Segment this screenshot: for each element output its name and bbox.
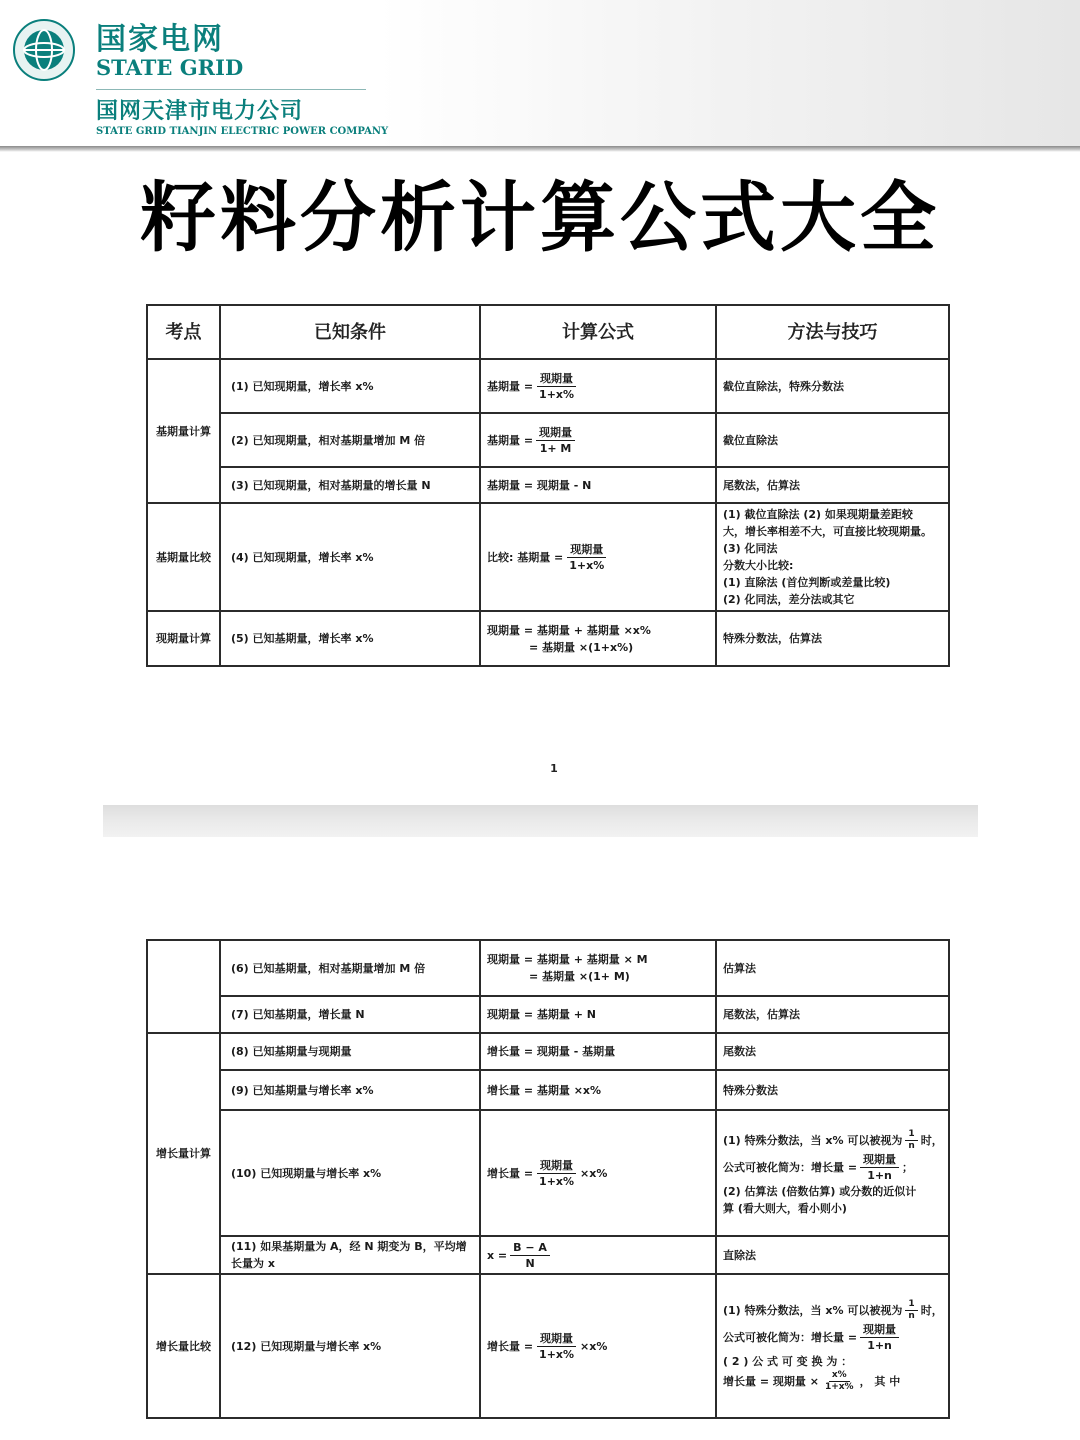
formula-cell bbox=[480, 1236, 716, 1274]
formula-line: = 基期量 ×(1+x%) bbox=[529, 640, 634, 654]
table-row bbox=[147, 1033, 949, 1070]
table-header-row bbox=[147, 305, 949, 359]
table-row bbox=[147, 1110, 949, 1236]
method-cell: 特殊分数法 bbox=[716, 1070, 949, 1110]
company-name-en: STATE GRID TIANJIN ELECTRIC POWER COMPANY bbox=[96, 126, 389, 137]
formula-cell: 现期量 = 基期量 + N bbox=[480, 996, 716, 1033]
formula-lhs: 基期量 = bbox=[487, 433, 534, 447]
topic-cell: 增长量比较 bbox=[147, 1274, 220, 1418]
formula-lhs: 基期量 = bbox=[487, 379, 534, 393]
formula-line: 现期量 = 基期量 + 基期量 × M bbox=[487, 953, 648, 966]
method-cell bbox=[716, 1274, 949, 1418]
condition-cell: (4) 已知现期量，增长率 x% bbox=[220, 503, 480, 611]
header-conditions: 已知条件 bbox=[220, 305, 480, 359]
formula-rhs: ×x% bbox=[580, 1339, 608, 1353]
header-method: 方法与技巧 bbox=[716, 305, 949, 359]
topic-cell: 现期量计算 bbox=[147, 611, 220, 666]
method-line: (3) 化同法 bbox=[723, 542, 778, 555]
formula-cell bbox=[480, 1274, 716, 1418]
header-divider bbox=[0, 146, 1080, 152]
method-cell: 尾数法 bbox=[716, 1033, 949, 1070]
method-line: (2) 估算法 (倍数估算) 或分数的近似计 bbox=[723, 1185, 917, 1198]
method-cell: 截位直除法 bbox=[716, 413, 949, 467]
header-formula: 计算公式 bbox=[480, 305, 716, 359]
formula-cell bbox=[480, 413, 716, 467]
method-line: 公式可被化简为：增长量 = $\frac{\text{现期量}}{1+n}$ bbox=[723, 1322, 942, 1353]
table-row bbox=[147, 1070, 949, 1110]
topic-cell bbox=[147, 940, 220, 1033]
company-name-cn: 国网天津市电力公司 bbox=[96, 99, 304, 124]
header-topic: 考点 bbox=[147, 305, 220, 359]
table-row bbox=[147, 1236, 949, 1274]
method-cell: 估算法 bbox=[716, 940, 949, 996]
method-cell: 尾数法，估算法 bbox=[716, 467, 949, 503]
formula-cell: 增长量 = 现期量 - 基期量 bbox=[480, 1033, 716, 1070]
brand-divider bbox=[96, 89, 366, 90]
condition-cell: (10) 已知现期量与增长率 x% bbox=[220, 1110, 480, 1236]
formula-fraction: $\frac{\text{现期量}}{1+ M}$ bbox=[536, 425, 575, 456]
method-cell: 尾数法，估算法 bbox=[716, 996, 949, 1033]
method-line: (2) 化同法，差分法或其它 bbox=[723, 593, 855, 606]
formula-cell bbox=[480, 1110, 716, 1236]
formula-fraction: $\frac{B - A}{N}$ bbox=[510, 1240, 550, 1271]
method-line: ( 2 ) 公 式 可 变 换 为 ： bbox=[723, 1355, 853, 1368]
condition-cell: (2) 已知现期量，相对基期量增加 M 倍 bbox=[220, 413, 480, 467]
page-title: 籽料分析计算公式大全 bbox=[140, 173, 940, 262]
formula-table-page-1 bbox=[146, 304, 950, 667]
condition-cell: (8) 已知基期量与现期量 bbox=[220, 1033, 480, 1070]
method-line: 算 (看大则大，看小则小) bbox=[723, 1202, 847, 1215]
topic-cell: 基期量计算 bbox=[147, 359, 220, 503]
formula-lhs: 增长量 = bbox=[487, 1339, 534, 1353]
formula-cell bbox=[480, 359, 716, 413]
formula-line: = 基期量 ×(1+ M) bbox=[529, 970, 630, 983]
method-line: 增长量 = 现期量 × $\frac{x\%}{1+x\%}$ ， 其 中 bbox=[723, 1370, 901, 1392]
condition-cell: (5) 已知基期量，增长率 x% bbox=[220, 611, 480, 666]
method-line: 分数大小比较: bbox=[723, 559, 794, 572]
formula-cell: 基期量 = 现期量 - N bbox=[480, 467, 716, 503]
method-line: (1) 直除法 (首位判断或差量比较) bbox=[723, 576, 891, 589]
method-cell bbox=[716, 1110, 949, 1236]
method-cell: 直除法 bbox=[716, 1236, 949, 1274]
table-row bbox=[147, 996, 949, 1033]
formula-lhs: x = bbox=[487, 1248, 508, 1262]
formula-fraction: $\frac{\text{现期量}}{1+x\%}$ bbox=[539, 1158, 575, 1188]
method-cell bbox=[716, 503, 949, 611]
topic-cell: 基期量比较 bbox=[147, 503, 220, 611]
state-grid-globe-logo bbox=[12, 18, 76, 82]
condition-cell: (3) 已知现期量，相对基期量的增长量 N bbox=[220, 467, 480, 503]
formula-fraction: $\frac{\text{现期量}}{1+x\%}$ bbox=[569, 542, 605, 572]
formula-line: 现期量 = 基期量 + 基期量 ×x% bbox=[487, 623, 651, 637]
formula-rhs: ×x% bbox=[580, 1166, 608, 1180]
condition-cell: (7) 已知基期量，增长量 N bbox=[220, 996, 480, 1033]
formula-cell bbox=[480, 611, 716, 666]
brand-name-cn: 国家电网 bbox=[96, 22, 224, 57]
method-cell: 特殊分数法，估算法 bbox=[716, 611, 949, 666]
method-line: 公式可被化简为：增长量 = $\frac{\text{现期量}}{1+n}$ ； bbox=[723, 1153, 914, 1182]
method-line: 大，增长率相差不大，可直接比较现期量。 bbox=[723, 525, 932, 538]
table-row bbox=[147, 940, 949, 996]
page-separator bbox=[103, 805, 978, 837]
formula-table-page-2 bbox=[146, 939, 950, 1419]
topic-cell: 增长量计算 bbox=[147, 1033, 220, 1274]
formula-lhs: 比较: 基期量 = bbox=[487, 550, 564, 564]
page-header bbox=[0, 0, 1080, 150]
condition-cell: (12) 已知现期量与增长率 x% bbox=[220, 1274, 480, 1418]
table-row bbox=[147, 413, 949, 467]
formula-lhs: 增长量 = bbox=[487, 1166, 534, 1180]
formula-fraction: $\frac{\text{现期量}}{1+x\%}$ bbox=[539, 371, 575, 401]
method-line: (1) 截位直除法 (2) 如果现期量差距较 bbox=[723, 508, 913, 521]
method-line: (1) 特殊分数法，当 x% 可以被视为 $\frac{1}{n}$ 时， bbox=[723, 1129, 943, 1151]
condition-cell: (9) 已知基期量与增长率 x% bbox=[220, 1070, 480, 1110]
method-line: (1) 特殊分数法，当 x% 可以被视为 $\frac{1}{n}$ 时， bbox=[723, 1299, 943, 1321]
condition-cell: (6) 已知基期量，相对基期量增加 M 倍 bbox=[220, 940, 480, 996]
condition-cell: (1) 已知现期量，增长率 x% bbox=[220, 359, 480, 413]
condition-cell: (11) 如果基期量为 A，经 N 期变为 B，平均增长量为 x bbox=[220, 1236, 480, 1274]
table-row bbox=[147, 359, 949, 413]
formula-cell bbox=[480, 940, 716, 996]
formula-cell bbox=[480, 503, 716, 611]
method-cell: 截位直除法，特殊分数法 bbox=[716, 359, 949, 413]
table-row bbox=[147, 467, 949, 503]
table-row bbox=[147, 611, 949, 666]
table-row bbox=[147, 503, 949, 611]
formula-cell: 增长量 = 基期量 ×x% bbox=[480, 1070, 716, 1110]
page-number: 1 bbox=[550, 762, 558, 775]
brand-name-en: STATE GRID bbox=[96, 55, 244, 80]
table-row bbox=[147, 1274, 949, 1418]
formula-fraction: $\frac{\text{现期量}}{1+x\%}$ bbox=[539, 1331, 575, 1361]
